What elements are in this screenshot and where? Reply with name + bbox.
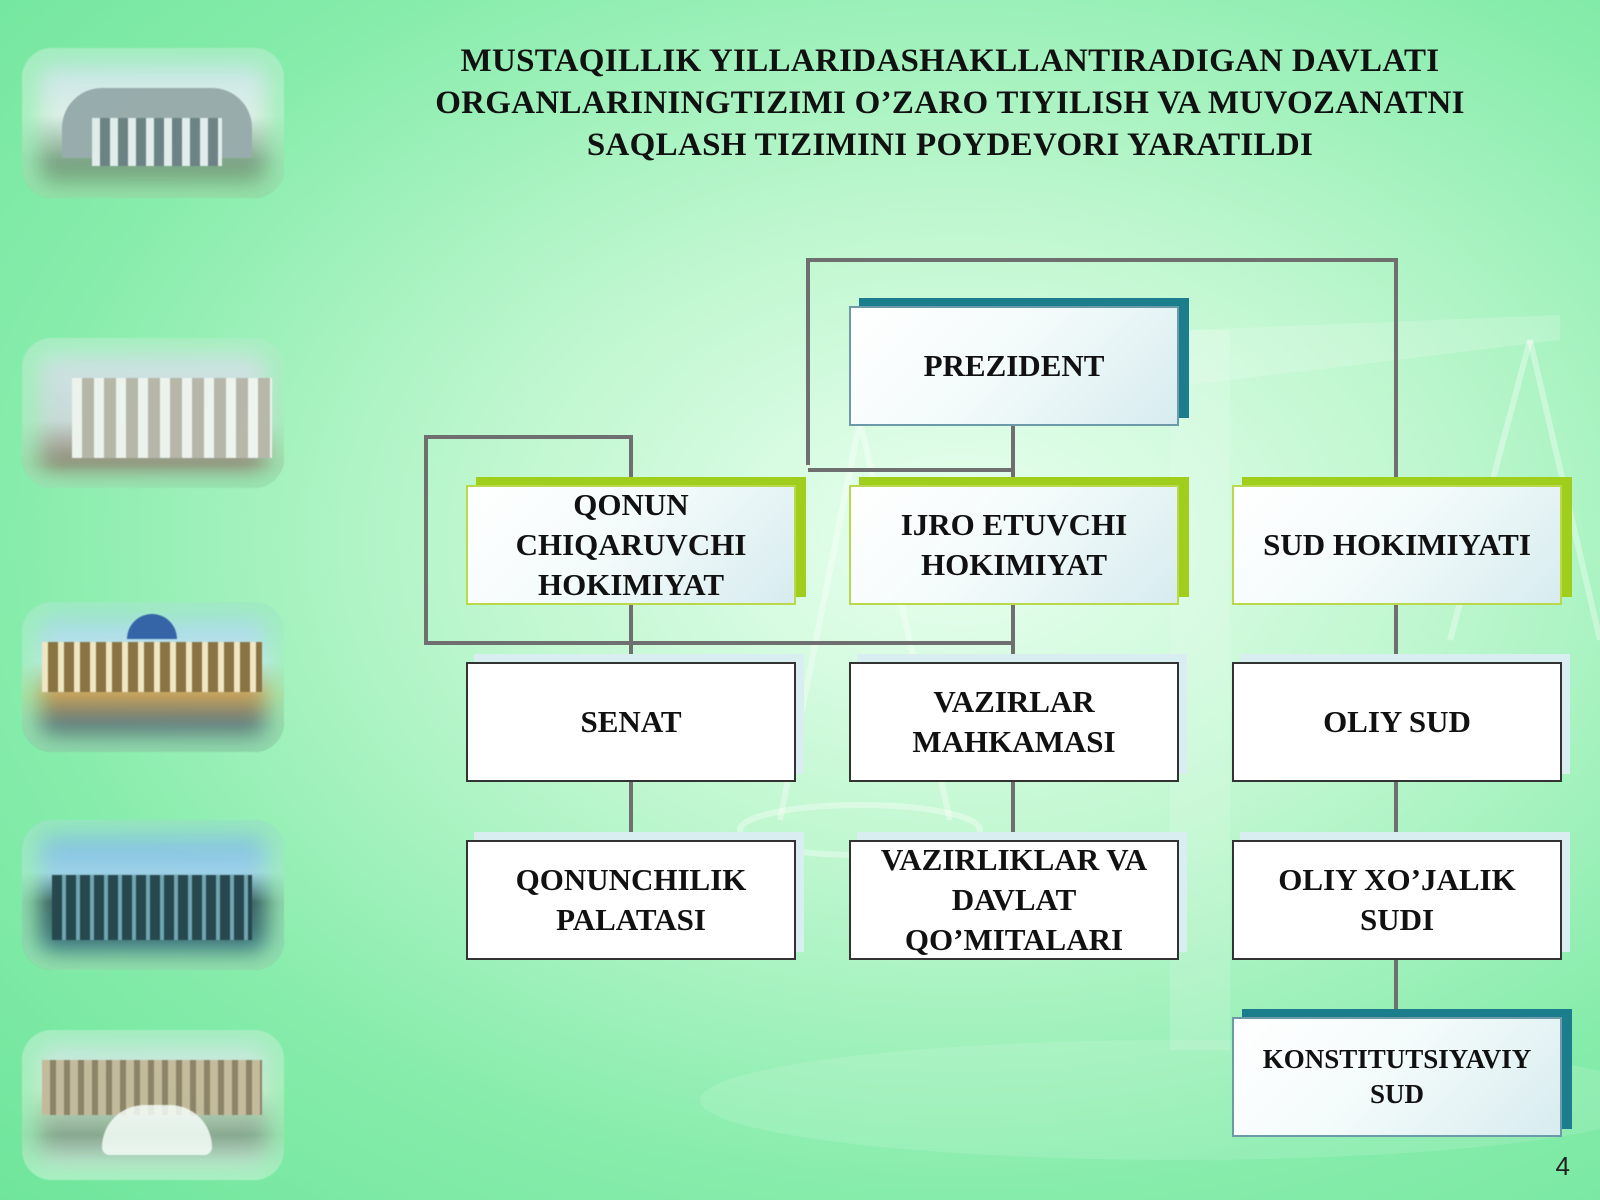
page-number: 4 (1555, 1151, 1570, 1181)
senate-label: SENAT (580, 704, 682, 739)
economic-court-label: OLIY XO’JALIK SUDI (1278, 862, 1516, 937)
cabinet-label: VAZIRLAR MAHKAMASI (912, 684, 1116, 759)
economic-court-box (1232, 840, 1562, 960)
judicial-branch-box (1232, 485, 1562, 605)
legislative-branch-box (466, 485, 796, 605)
senate-box (466, 662, 796, 782)
legislative-chamber-label: QONUNCHILIK PALATASI (515, 862, 747, 937)
supreme-court-label: OLIY SUD (1323, 704, 1471, 739)
supreme-court-box (1232, 662, 1562, 782)
ministries-label: VAZIRLIKLAR VA DAVLAT QO’MITALARI (880, 842, 1148, 957)
title-line: SAQLASH TIZIMINI POYDEVORI YARATILDI (586, 127, 1314, 163)
executive-branch-box (849, 485, 1179, 605)
title-line: ORGANLARININGTIZIMI O’ZARO TIYILISH VA MUVOZANATNI (435, 85, 1465, 121)
president-box (849, 306, 1179, 426)
legislative-chamber-box (466, 840, 796, 960)
constitutional-court-label: KONSTITUTSIYAVIY SUD (1262, 1044, 1532, 1109)
judicial-branch-label: SUD HOKIMIYATI (1263, 527, 1531, 562)
executive-branch-label: IJRO ETUVCHI HOKIMIYAT (900, 507, 1128, 582)
cabinet-box (849, 662, 1179, 782)
title-line: MUSTAQILLIK YILLARIDASHAKLLANTIRADIGAN DAVLATI (460, 43, 1440, 79)
ministries-box (849, 840, 1179, 960)
legislative-branch-label: QONUN CHIQARUVCHI HOKIMIYAT (515, 487, 747, 602)
president-label: PREZIDENT (923, 348, 1105, 383)
constitutional-court-box (1232, 1017, 1562, 1137)
